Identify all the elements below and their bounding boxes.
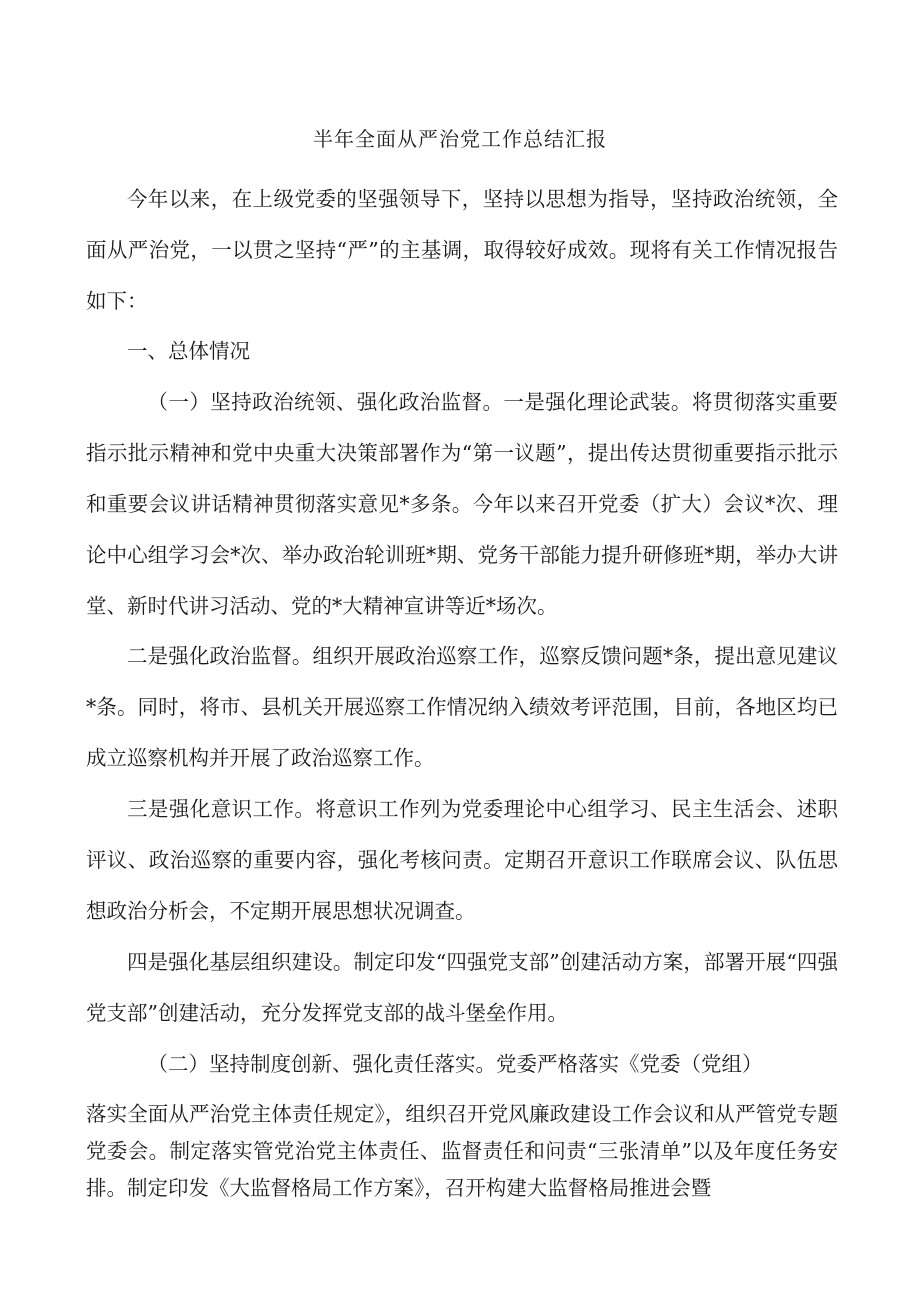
paragraph-political-leadership: （一）坚持政治统领、强化政治监督。一是强化理论武装。将贯彻落实重要指示批示精神和党中央重大决策部署作为“第一议题”，提出传达贯彻重要指示批示和重要会议讲话精神贯彻落实意见*多条。今年以来召开党委（扩大）会议*次、理论中心组学习会*次、举办政治轮训班*期、党务干部能力提升研修班*期，举办大讲堂、新时代讲习活动、党的*大精神宣讲等近*场次。 (86, 390, 838, 618)
paragraph-awareness-work: 三是强化意识工作。将意识工作列为党委理论中心组学习、民主生活会、述职评议、政治巡察的重要内容，强化考核问责。定期召开意识工作联席会议、队伍思想政治分析会，不定期开展思想状况调查。 (86, 797, 838, 923)
section-heading-overall: 一、总体情况 (127, 339, 250, 363)
paragraph-responsibility-continuation: 落实全面从严治党主体责任规定》，组织召开党风廉政建设工作会议和从严管党专题党委会。制定落实管党治党主体责任、监督责任和问责“三张清单”以及年度任务安排。制定印发《大监督格局工作方案》，召开构建大监督格局推进会暨 (86, 1102, 838, 1200)
paragraph-grassroots-organization: 四是强化基层组织建设。制定印发“四强党支部”创建活动方案，部署开展“四强党支部”创建活动，充分发挥党支部的战斗堡垒作用。 (86, 950, 838, 1025)
document-title: 半年全面从严治党工作总结汇报 (313, 127, 607, 151)
paragraph-institutional-innovation: （二）坚持制度创新、强化责任落实。党委严格落实《党委（党组） (147, 1052, 763, 1076)
paragraph-intro: 今年以来，在上级党委的坚强领导下，坚持以思想为指导，坚持政治统领，全面从严治党，一以贯之坚持“严”的主基调，取得较好成效。现将有关工作情况报告如下： (86, 187, 838, 313)
paragraph-political-supervision: 二是强化政治监督。组织开展政治巡察工作，巡察反馈问题*条，提出意见建议*条。同时，将市、县机关开展巡察工作情况纳入绩效考评范围，目前，各地区均已成立巡察机构并开展了政治巡察工作。 (86, 644, 838, 770)
